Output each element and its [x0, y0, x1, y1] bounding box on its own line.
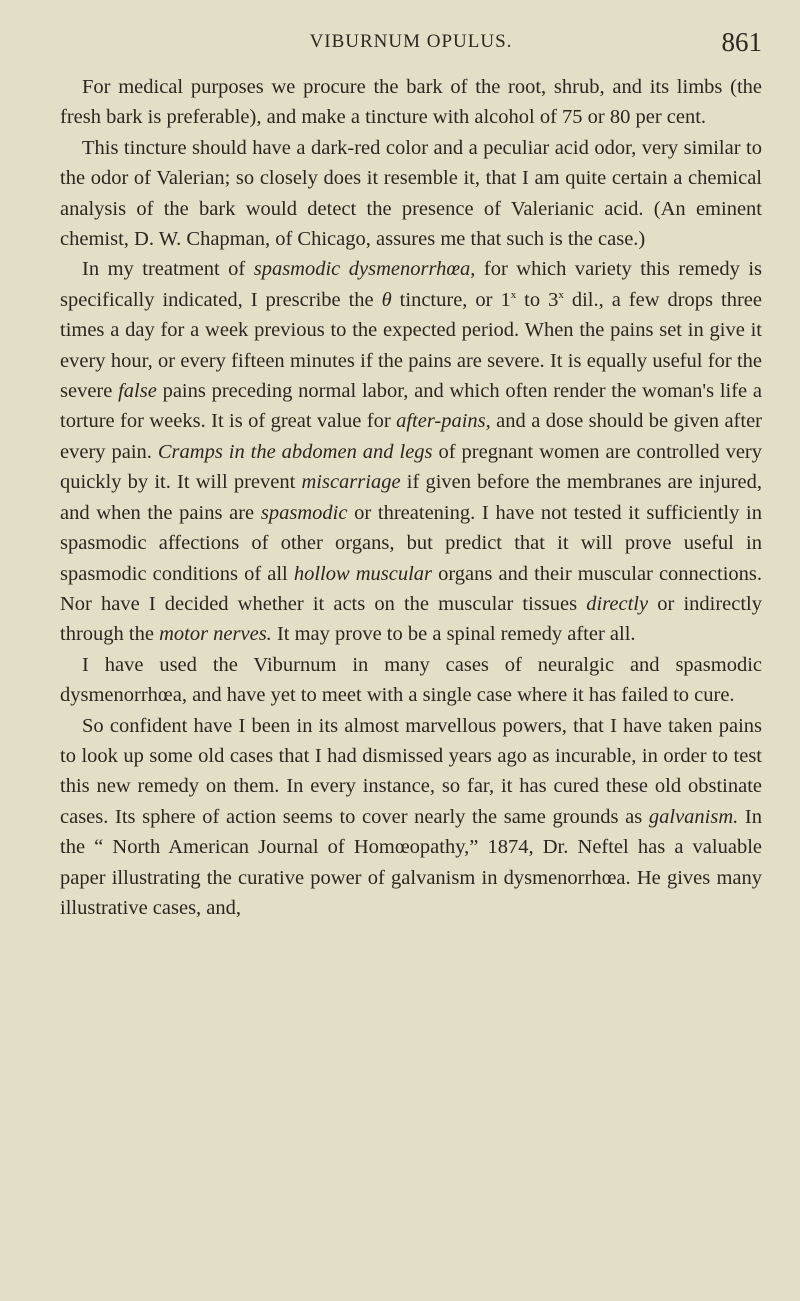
- text-run: for which variety this remedy is specifically indicated, I prescribe the: [60, 258, 763, 311]
- text-run: or indirectly through the: [60, 592, 763, 646]
- paragraph: [60, 133, 762, 255]
- text-run: It may prove to be a spinal remedy after all.: [271, 623, 636, 646]
- text-run: organs and their muscular connections. Nor have I decided whether it acts on the muscular tissues: [60, 562, 762, 615]
- italic-text: miscarriage: [301, 471, 401, 494]
- superscript: x: [558, 289, 564, 302]
- page-number: 861: [721, 27, 762, 57]
- text-run: In the “ North American Journal of Homœopathy,” 1874, Dr. Neftel has a valuable paper illustrating the curative power of galvanism in dysmenorrhœa. He gives many illustrative cases, and,: [60, 805, 762, 919]
- text-run: if given before the membranes are injured, and when the pains are: [60, 471, 763, 524]
- text-run: dil., a few drops three times a day for a week previous to the expected period. When the pains set in give it every hour, or every fifteen minutes if the pains are severe. It is equally useful for the severe: [60, 288, 762, 403]
- text-run: or threatening. I have not tested it sufficiently in spasmodic affections of other organs, but predict that it will prove useful in spasmodic conditions of all: [60, 501, 763, 585]
- body-text: [60, 72, 762, 923]
- text-run: This tincture should have a dark-red color and a peculiar acid odor, very similar to the odor of Valerian; so closely does it resemble it, that I am quite certain a chemical analysis of the bark would detect the presence of Valerianic acid. (An eminent chemist, D. W. Chapman, of Chicago, assures me that such is the case.): [60, 136, 762, 251]
- italic-text: motor nerves.: [159, 623, 272, 646]
- italic-text: galvanism.: [648, 805, 739, 828]
- text-run: pains preceding normal labor, and which often render the woman's life a torture for weeks. It is of great value for: [60, 380, 763, 433]
- running-head: [60, 22, 762, 62]
- text-run: tincture, or 1: [391, 288, 511, 311]
- paragraph: [60, 254, 762, 649]
- italic-text: Cramps in the abdomen and legs: [157, 440, 433, 463]
- running-title: VIBURNUM OPULUS.: [309, 31, 513, 52]
- text-run: For medical purposes we procure the bark of the root, shrub, and its limbs (the fresh bark is preferable), and make a tincture with alcohol of 75 or 80 per cent.: [60, 76, 762, 129]
- text-run: to 3: [516, 288, 559, 311]
- italic-text: spasmodic dysmenorrhœa,: [253, 258, 476, 281]
- paragraph: [60, 650, 762, 711]
- text-run: of pregnant women are controlled very quickly by it. It will prevent: [60, 440, 762, 494]
- italic-text: directly: [586, 592, 649, 615]
- text-run: and a dose should be given after every pain.: [60, 410, 762, 463]
- italic-text: θ: [381, 288, 392, 311]
- text-run: So confident have I been in its almost marvellous powers, that I have taken pains to look up some old cases that I had dismissed years ago as incurable, in order to test this new remedy on them. In every instance, so far, it has cured these old obstinate cases. Its sphere of action seems to cover nearly the same grounds as: [60, 714, 762, 828]
- paragraph: [60, 72, 762, 133]
- italic-text: spasmodic: [260, 501, 348, 524]
- italic-text: false: [118, 380, 157, 403]
- superscript: x: [510, 289, 517, 302]
- italic-text: after-pains,: [396, 410, 491, 433]
- paragraph: [60, 711, 762, 924]
- text-run: In my treatment of: [82, 258, 254, 281]
- text-run: I have used the Viburnum in many cases of neuralgic and spasmodic dysmenorrhœa, and have yet to meet with a single case where it has failed to cure.: [60, 653, 762, 707]
- italic-text: hollow muscular: [293, 562, 433, 585]
